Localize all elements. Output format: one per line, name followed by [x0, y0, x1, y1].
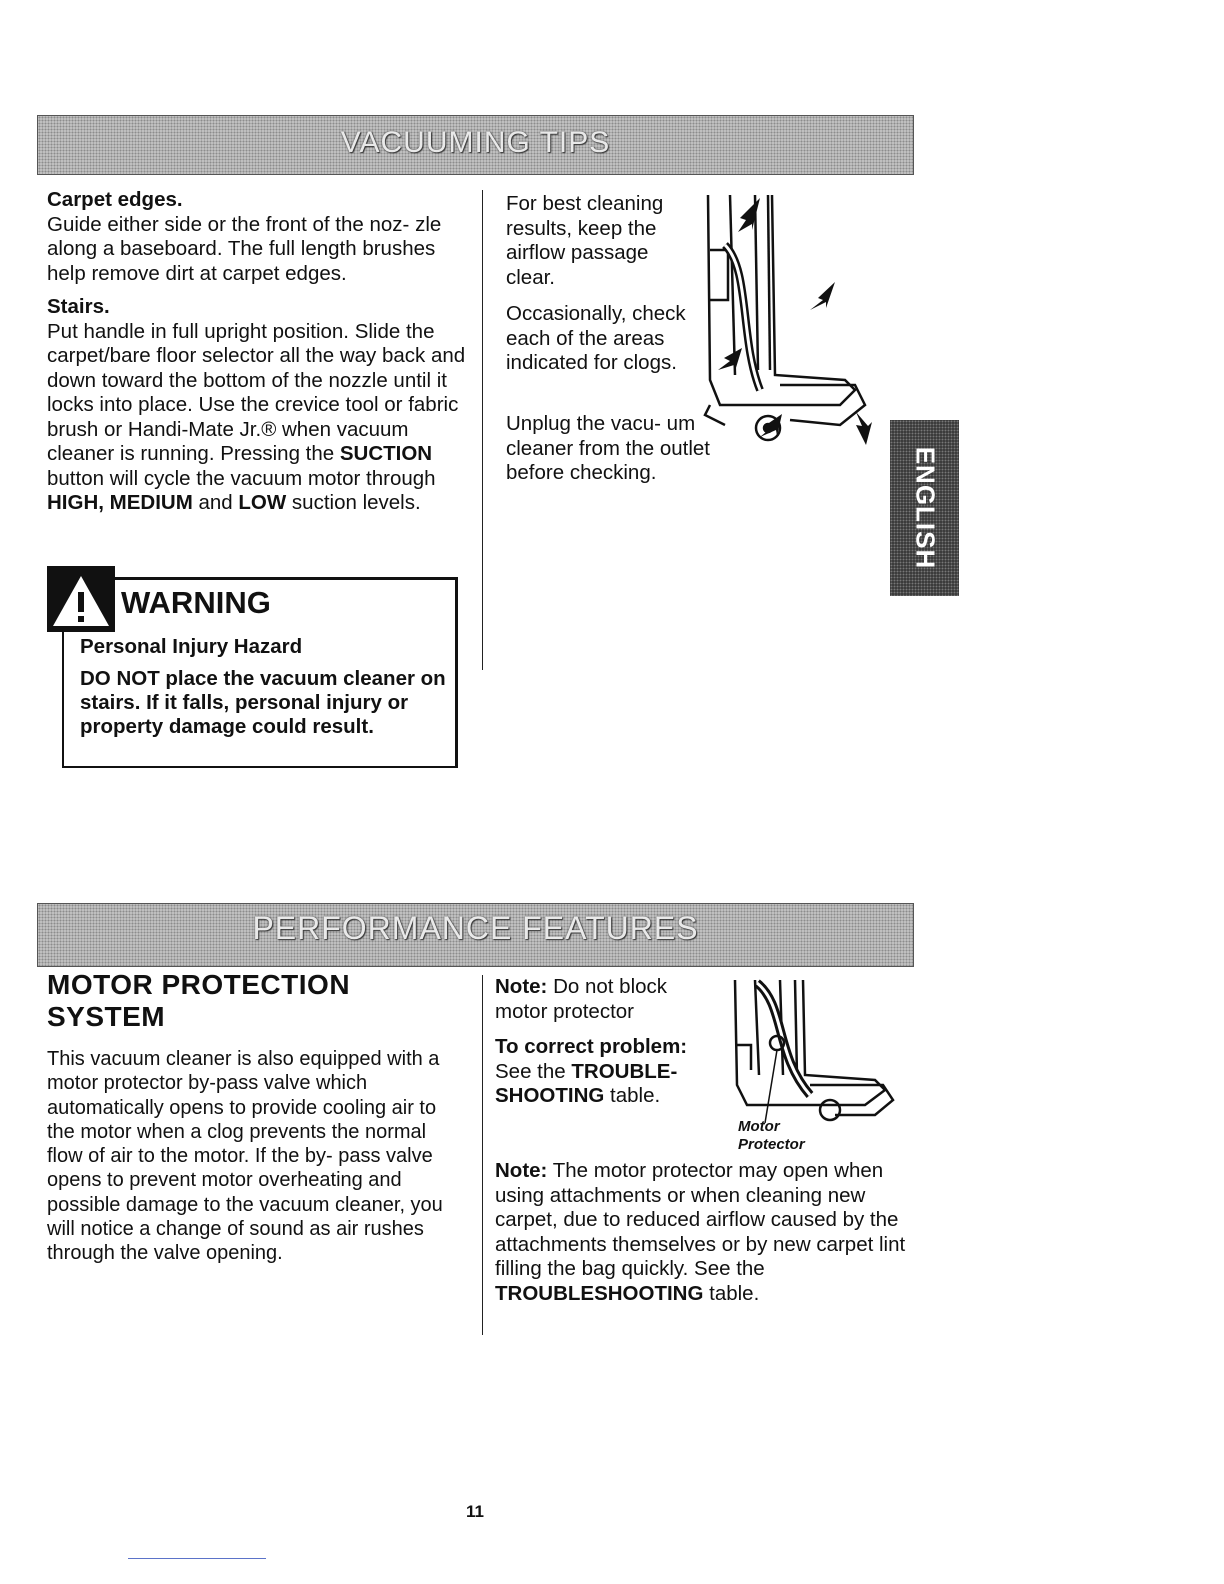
carpet-edges-block [47, 188, 467, 286]
stairs-and: and [192, 491, 239, 514]
english-tab-label: ENGLISH [910, 446, 940, 570]
troubleshooting-keyword-1: TROUBLE- SHOOTING [495, 1059, 678, 1107]
to-correct-block [495, 1035, 695, 1109]
motor-protection-heading [47, 969, 350, 1033]
performance-features-title: PERFORMANCE FEATURES [252, 910, 699, 946]
note1-text: Do not block motor protector [495, 975, 668, 1023]
to-correct-end: table. [604, 1084, 661, 1107]
warning-title: WARNING [121, 585, 271, 620]
stairs-text-1: Put handle in full upright position. Slide the carpet/bare floor selector all the way back and down toward the bottom of the nozzle until it locks into place. Use the crevice tool or fabric brush or Handi-Mate Jr.® when vacuum cleaner is running. Pressing the [47, 319, 466, 465]
performance-features-banner [37, 903, 914, 967]
warning-body [80, 635, 450, 739]
stairs-block [47, 295, 467, 516]
stairs-text-2: button will cycle the vacuum motor through [47, 466, 436, 490]
vacuum-motor-protector-illustration [715, 975, 910, 1125]
warning-triangle-icon [47, 566, 115, 632]
to-correct-text: See the [495, 1059, 572, 1083]
suction-keyword: SUCTION [339, 442, 433, 465]
note2-end: table. [703, 1281, 760, 1305]
to-correct-label: To correct problem: [495, 1035, 688, 1058]
carpet-edges-text: Guide either side or the front of the noz- zle along a baseboard. The full length brushes help remove dirt at carpet edges. [47, 212, 442, 285]
note2-text: The motor protector may open when using attachments or when cleaning new carpet, due to reduced airflow caused by the attachments themselves or by new carpet lint filling the bag quickly. See the [495, 1159, 906, 1280]
note2-label: Note: [495, 1159, 548, 1182]
page-number: 11 [466, 1502, 484, 1521]
unplug-tip: Unplug the vacu- um cleaner from the outlet before checking. [506, 412, 710, 484]
warning-icon-tab [47, 566, 115, 632]
airflow-tip: For best cleaning results, keep the airflow passage clear. [506, 192, 664, 289]
motor-protection-heading-line2: SYSTEM [47, 1001, 166, 1032]
vacuum-airflow-illustration [680, 190, 880, 460]
high-medium-keyword: HIGH, MEDIUM [47, 491, 193, 514]
low-keyword: LOW [238, 491, 287, 514]
stairs-heading: Stairs. [47, 295, 110, 318]
vacuuming-tips-banner [37, 115, 914, 175]
carpet-edges-heading: Carpet edges. [47, 188, 183, 211]
note1-label: Note: [495, 975, 548, 998]
column-divider [482, 190, 483, 670]
column-divider-2 [482, 975, 483, 1335]
stairs-text-3: suction levels. [286, 491, 421, 514]
footer-rule [128, 1558, 266, 1559]
motor-protection-text: This vacuum cleaner is also equipped with a motor protector by-pass valve which automatically opens to provide cooling air to the motor when a clog prevents the normal flow of air to the motor. If the by- pass valve opens to prevent motor overheating and possible damage to the vacuum cleaner, you will notice a change of sound as air rushes through the valve opening. [47, 1048, 443, 1265]
motor-protector-caption: Motor Protector [738, 1118, 805, 1153]
troubleshooting-keyword-2: TROUBLESHOOTING [495, 1281, 704, 1305]
check-clogs-tip: Occasionally, check each of the areas indicated for clogs. [506, 302, 686, 374]
warning-subtitle: Personal Injury Hazard [80, 635, 303, 658]
english-language-tab [890, 420, 959, 596]
note-block-2 [495, 1159, 915, 1306]
motor-protection-heading-line1: MOTOR PROTECTION [47, 969, 351, 1000]
vacuuming-tips-title: VACUUMING TIPS [340, 126, 611, 159]
warning-text: DO NOT place the vacuum cleaner on stairs. If it falls, personal injury or property damage could result. [80, 667, 446, 738]
note-block-1 [495, 975, 695, 1024]
